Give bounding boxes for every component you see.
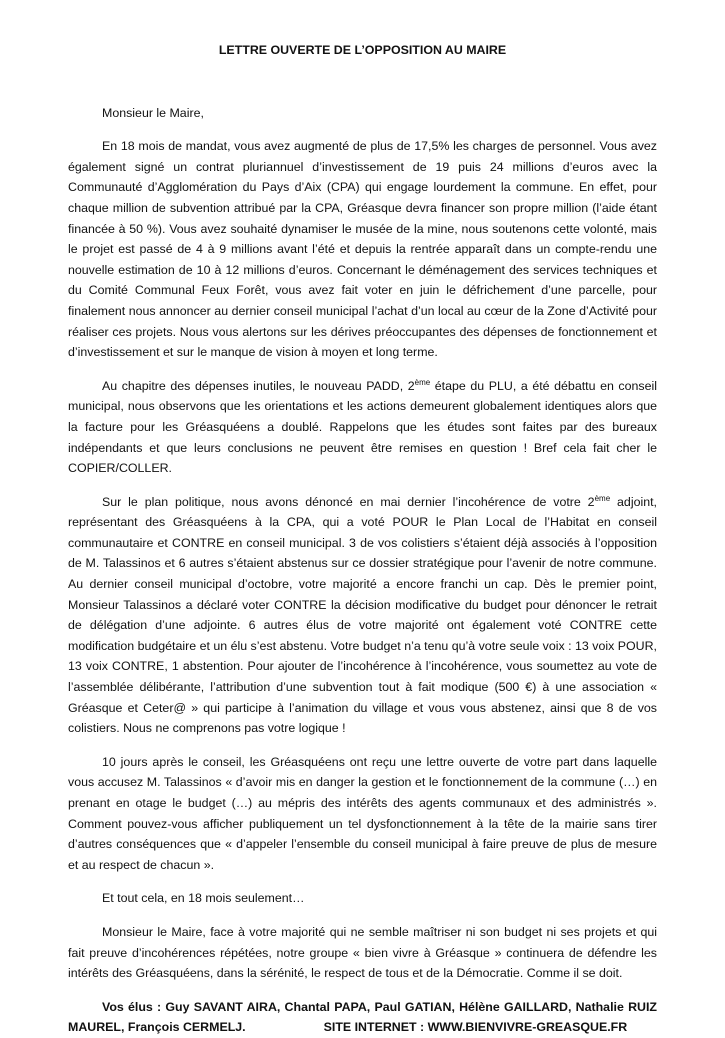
paragraph-politics xyxy=(68,492,657,739)
paragraph-conclusion: Monsieur le Maire, face à votre majorité qui ne semble maîtriser ni son budget ni ses projets et qui fait preuve d’incohérences répétées, notre groupe « bien vivre à Gréasque » continuera de défendre les intérêts des Gréasquéens, dans la sérénité, le respect de tous et de la Démocratie. Comme il se doit. xyxy=(68,924,657,981)
website-label: SITE INTERNET : WWW.BIENVIVRE-GREASQUE.FR xyxy=(323,1020,628,1035)
paragraph-open-letter: 10 jours après le conseil, les Gréasquéens ont reçu une lettre ouverte de votre part dans laquelle vous accusez M. Talassinos « d’avoir mis en danger la gestion et le fonctionnement de la commune (…) en prenant en otage le budget (…) au mépris des intérêts des agents communaux et des administrés ». Comment pouvez-vous afficher publiquement un tel dysfonctionnement à la tête de la mairie sans tirer d’autres conséquences que « d’appeler l’ensemble du conseil municipal à faire preuve de plus de mesure et au respect de chacun ». xyxy=(68,754,657,872)
paragraph-politics-start: Sur le plan politique, nous avons dénoncé en mai dernier l’incohérence de votre 2 xyxy=(102,494,595,509)
paragraph-padd-rest: étape du PLU, a été débattu en conseil municipal, nous observons que les orientations et les actions demeurent globalement identiques alors que la facture pour les Gréasquéens a doublé. Rappelons que les études sont faites par des bureaux indépendants et que leurs conclusions ne peuvent être remises en question ! Bref cela fait cher le COPIER/COLLER. xyxy=(68,378,657,476)
letter-title: LETTRE OUVERTE DE L’OPPOSITION AU MAIRE xyxy=(218,43,507,57)
salutation: Monsieur le Maire, xyxy=(102,105,204,120)
signature-block xyxy=(68,997,657,1038)
paragraph-padd-start: Au chapitre des dépenses inutiles, le nouveau PADD, 2 xyxy=(102,378,415,393)
paragraph-padd xyxy=(68,376,657,479)
paragraph-politics-rest: adjoint, représentant des Gréasquéens à la CPA, qui a voté POUR le Plan Local de l’Habitat en conseil communautaire et CONTRE en conseil municipal. 3 de vos colistiers s’étaient déjà associés à l’opposition de M. Talassinos et 6 autres s’étaient abstenus sur ce dossier stratégique pour l’avenir de notre commune. Au dernier conseil municipal d’octobre, votre majorité a encore franchi un cap. Dès le premier point, Monsieur Talassinos a déclaré voter CONTRE la décision modificative du budget pour dénoncer le retrait de délégation d’une adjointe. 6 autres élus de votre majorité ont également voté CONTRE cette modification budgétaire et un élu s’est abstenu. Votre budget n’a tenu qu’à votre seule voix : 13 voix POUR, 13 voix CONTRE, 1 abstention. Pour ajouter de l’incohérence à l’incohérence, vous soumettez au vote de l’assemblée délibérante, l’attribution d’une subvention tout à fait modique (500 €) à une association « Gréasque et Ceter@ » qui participe à l’animation du village et vous vous abstenez, ainsi que 8 de vos colistiers. Nous ne comprenons pas votre logique ! xyxy=(68,494,657,736)
elected-members: Vos élus : Guy SAVANT AIRA, Chantal PAPA, Paul GATIAN, Hélène GAILLARD, Nathalie RUIZ MAUREL, François CERMELJ. xyxy=(68,999,657,1035)
paragraph-mandate-costs: En 18 mois de mandat, vous avez augmenté de plus de 17,5% les charges de personnel. Vous avez également signé un contrat pluriannuel d’investissement de 19 puis 24 millions d’euros avec la Communauté d’Agglomération du Pays d’Aix (CPA) qui engage lourdement la commune. En effet, pour chaque million de subvention attribué par la CPA, Gréasque devra financer son propre million (l’aide étant financée à 50 %). Vous avez souhaité dynamiser le musée de la mine, nous soutenons cette volonté, mais le projet est passé de 4 à 9 millions avant l’été et depuis la rentrée apparaît dans un compte-rendu une nouvelle estimation de 10 à 12 millions d’euros. Concernant le déménagement des services techniques et du Comité Communal Feux Forêt, vous avez fait voter en juin le défrichement d’une parcelle, pour finalement nous annoncer au dernier conseil municipal l’achat d’un local au cœur de la Zone d’Activité pour réaliser ces projets. Nous vous alertons sur les dérives préoccupantes des dépenses de fonctionnement et d’investissement et sur le manque de vision à moyen et long terme. xyxy=(68,139,657,360)
paragraph-eighteen-months: Et tout cela, en 18 mois seulement… xyxy=(102,891,305,906)
superscript-eme: ème xyxy=(414,377,431,387)
superscript-eme: ème xyxy=(594,493,611,503)
